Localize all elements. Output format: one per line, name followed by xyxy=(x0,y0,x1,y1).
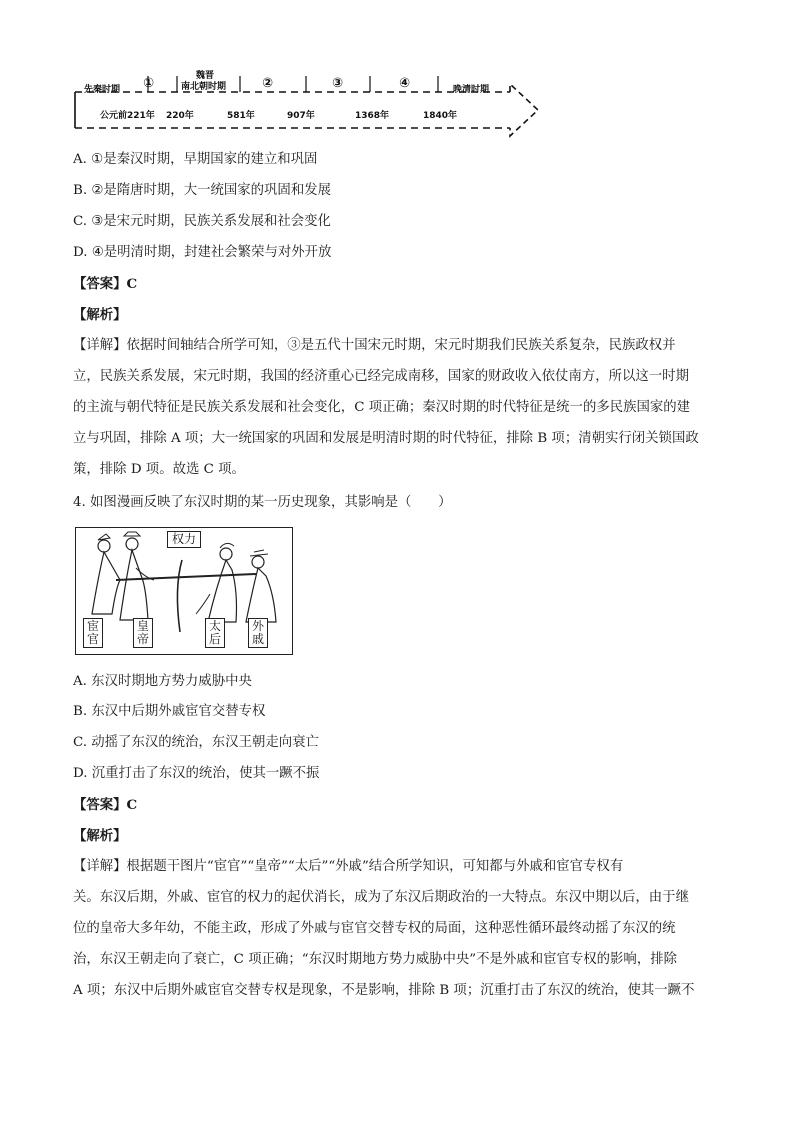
date-221bc: 公元前221年 xyxy=(100,111,155,121)
label-eunuch: 宦官 xyxy=(83,618,103,648)
q3-detail-line: 的主流与朝代特征是民族关系发展和社会变化，C 项正确；秦汉时期的时代特征是统一的多民族国家的建 xyxy=(73,400,691,415)
q3-answer: 【答案】C xyxy=(73,276,138,292)
label-consort-clan: 外戚 xyxy=(248,618,268,648)
q4-option-c: C. 动摇了东汉的统治，东汉王朝走向衰亡 xyxy=(73,735,319,750)
label-emperor: 皇帝 xyxy=(133,618,153,648)
q3-option-b: B. ②是隋唐时期，大一统国家的巩固和发展 xyxy=(73,183,331,198)
timeline-axis xyxy=(70,62,550,142)
q4-answer: 【答案】C xyxy=(73,797,138,813)
date-1840: 1840年 xyxy=(423,111,458,121)
q4-detail xyxy=(73,851,723,1006)
label-empress-dowager: 太后 xyxy=(205,618,225,648)
q3-detail-line: 立与巩固，排除 A 项；大一统国家的巩固和发展是明清时期的时代特征，排除 B 项；清朝实行闭关锁国政 xyxy=(73,431,699,446)
date-907: 907年 xyxy=(287,111,315,121)
q3-option-a: A. ①是秦汉时期，早期国家的建立和巩固 xyxy=(73,152,318,167)
q3-detail-line: 【详解】依据时间轴结合所学可知，③是五代十国宋元时期，宋元时期我们民族关系复杂，民族政权并 xyxy=(73,338,676,353)
era-marker-1: ① xyxy=(143,76,155,91)
date-581: 581年 xyxy=(227,111,255,121)
q3-detail-line: 立，民族关系发展，宋元时期，我国的经济重心已经完成南移，国家的财政收入依仗南方，所以这一时期 xyxy=(73,369,689,384)
q4-detail-line: 治，东汉王朝走向了衰亡，C 项正确；“东汉时期地方势力威胁中央”不是外戚和宦官专权的影响，排除 xyxy=(73,952,677,967)
power-label: 权力 xyxy=(167,531,201,548)
era-late-qing: 晚清时期 xyxy=(453,85,490,95)
q4-option-b: B. 东汉中后期外戚宦官交替专权 xyxy=(73,704,266,719)
q4-analysis-label: 【解析】 xyxy=(73,828,127,844)
q4-detail-line: 位的皇帝大多年幼，不能主政，形成了外戚与宦官交替专权的局面，这种恶性循环最终动摇了东汉的统 xyxy=(73,921,676,936)
q3-option-d: D. ④是明清时期，封建社会繁荣与对外开放 xyxy=(73,245,332,260)
q3-option-c: C. ③是宋元时期，民族关系发展和社会变化 xyxy=(73,214,331,229)
date-220: 220年 xyxy=(166,111,194,121)
date-1368: 1368年 xyxy=(355,111,390,121)
era-pre-qin: 先秦时期 xyxy=(84,85,121,95)
q4-stem: 4. 如图漫画反映了东汉时期的某一历史现象，其影响是（ ） xyxy=(73,495,452,510)
q3-detail-line: 策，排除 D 项。故选 C 项。 xyxy=(73,462,245,477)
era-marker-2: ② xyxy=(262,76,274,91)
era-marker-3: ③ xyxy=(332,76,344,91)
q4-option-a: A. 东汉时期地方势力威胁中央 xyxy=(73,674,252,689)
era-wei-jin: 魏晋 xyxy=(196,71,215,81)
q4-option-d: D. 沉重打击了东汉的统治，使其一蹶不振 xyxy=(73,766,320,781)
timeline-figure xyxy=(70,62,550,142)
q4-detail-line: A 项；东汉中后期外戚宦官交替专权是现象，不是影响，排除 B 项；沉重打击了东汉的统治，使其一蹶不 xyxy=(73,983,695,998)
cartoon-image xyxy=(75,527,293,655)
q4-detail-line: 关。东汉后期，外戚、宦官的权力的起伏消长，成为了东汉后期政治的一大特点。东汉中期以后，由于继 xyxy=(73,890,689,905)
q4-detail-line: 【详解】根据题干图片“宦官”“皇帝”“太后”“外戚”结合所学知识，可知都与外戚和宦官专权有 xyxy=(73,859,624,874)
q3-analysis-label: 【解析】 xyxy=(73,307,127,323)
era-north-south: 南北朝时期 xyxy=(181,82,227,92)
q3-detail xyxy=(73,330,723,485)
era-marker-4: ④ xyxy=(399,76,411,91)
